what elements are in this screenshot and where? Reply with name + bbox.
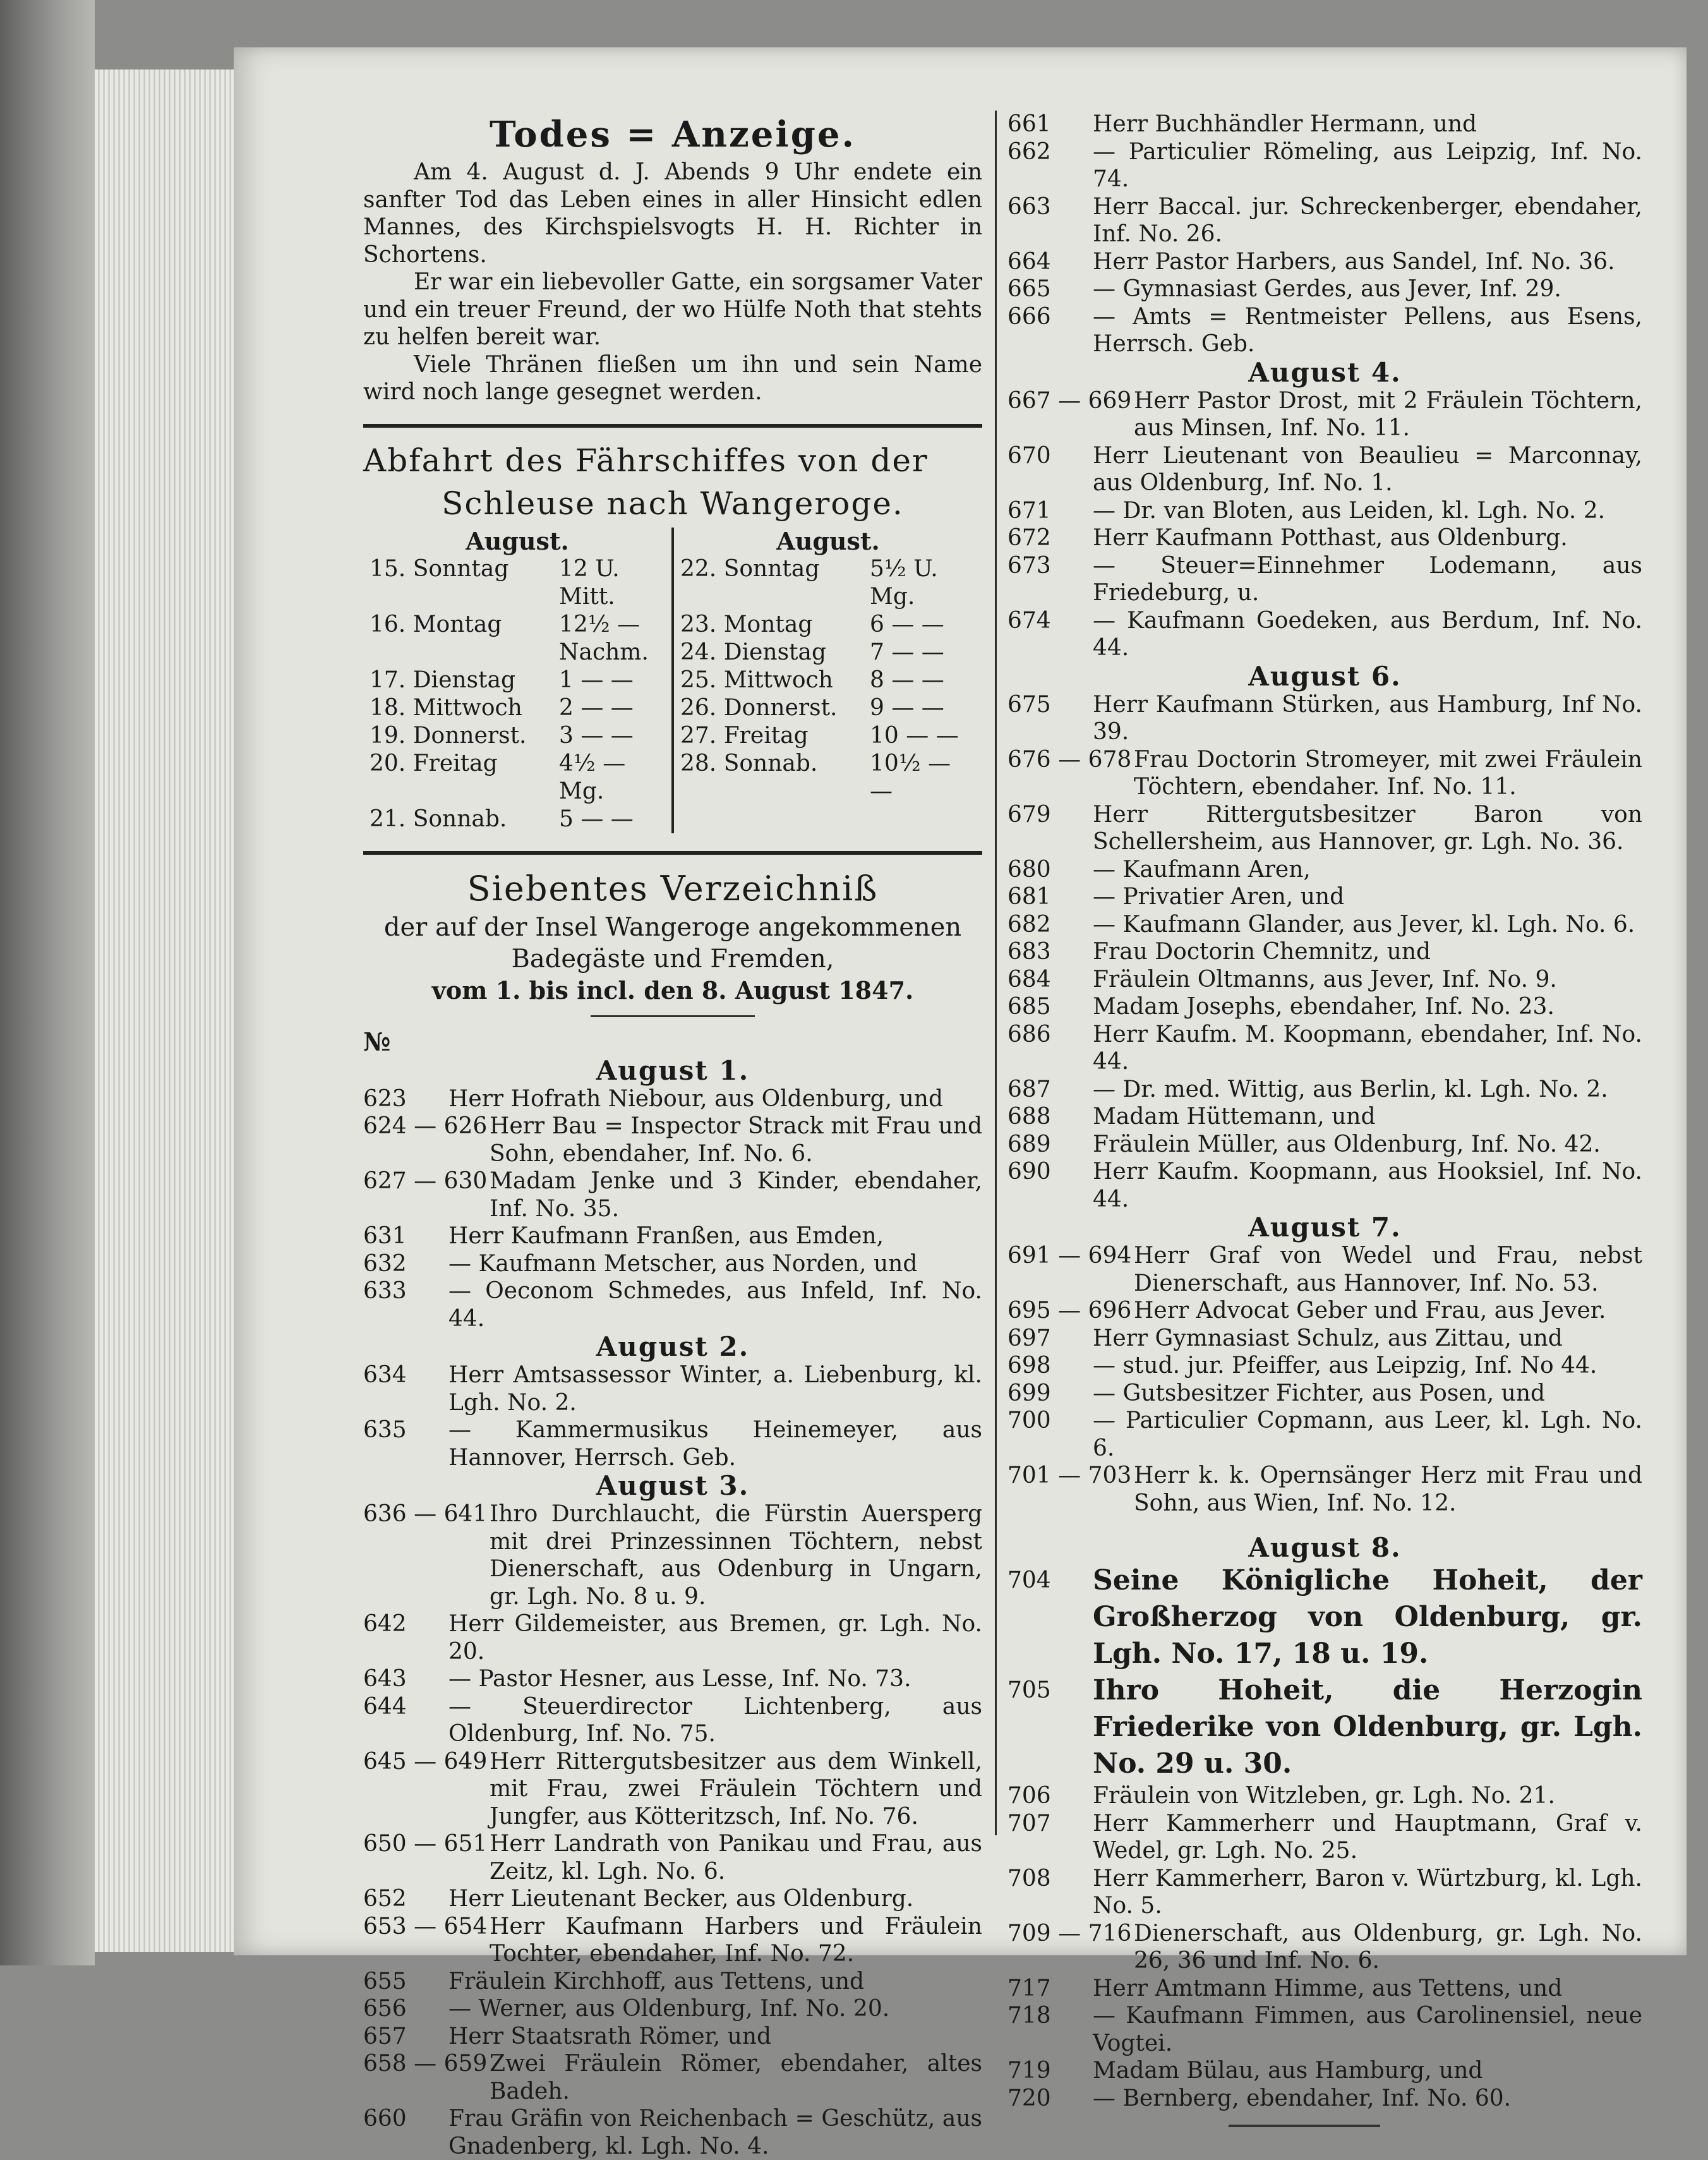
guest-entry — [1007, 442, 1642, 497]
ferry-time: 1 — — — [559, 667, 634, 693]
entry-text: Frau Doctorin Chemnitz, und — [1093, 939, 1431, 965]
entry-text: — Kaufmann Aren, — [1093, 856, 1311, 883]
ferry-row — [370, 694, 665, 722]
entry-number: 645 — 649 — [363, 1748, 488, 1775]
ferry-row — [370, 555, 665, 611]
guest-entry — [1007, 111, 1642, 138]
entry-text: Herr Pastor Drost, mit 2 Fräulein Töchtern, aus Minsen, Inf. No. 11. — [1134, 387, 1642, 441]
guest-entry — [363, 1968, 982, 1996]
ferry-day: 19. Donnerst. — [370, 722, 527, 749]
entries-aug8-royal — [1007, 1562, 1642, 1782]
entry-number: 658 — 659 — [363, 2051, 488, 2077]
entry-text: Zwei Fräulein Römer, ebendaher, altes Badeh. — [490, 2051, 982, 2104]
guest-entry — [1007, 2002, 1642, 2057]
right-column — [1007, 111, 1642, 2127]
ferry-day: 15. Sonntag — [370, 555, 509, 582]
entry-number: 697 — [1007, 1325, 1051, 1351]
entry-number: 718 — [1007, 2003, 1051, 2029]
entry-number: 680 — [1007, 856, 1051, 883]
month-heading: August 8. — [1248, 1532, 1402, 1563]
entry-number: 644 — [363, 1693, 407, 1720]
entry-text: Herr Amtsassessor Winter, a. Liebenburg, kl. Lgh. No. 2. — [448, 1362, 982, 1416]
entry-text: Dienerschaft, aus Oldenburg, gr. Lgh. No. 26, 36 und Inf. No. 6. — [1134, 1920, 1642, 1974]
guest-entry — [1007, 303, 1642, 358]
guest-entry — [1007, 1325, 1642, 1353]
entries-aug3-left — [363, 1500, 982, 2160]
entry-text: Herr Baccal. jur. Schreckenberger, ebendaher, Inf. No. 26. — [1093, 193, 1642, 247]
guest-entry — [1007, 1158, 1642, 1213]
entry-number: 695 — 696 — [1007, 1298, 1132, 1324]
guest-entry — [1007, 993, 1642, 1021]
entry-number: 688 — [1007, 1104, 1051, 1130]
guest-entry — [1007, 856, 1642, 884]
entry-text: Herr Kaufm. Koopmann, aus Hooksiel, Inf. No. 44. — [1093, 1159, 1642, 1212]
month-heading: August 4. — [1248, 356, 1402, 388]
entry-number: 652 — [363, 1886, 407, 1912]
ferry-row — [370, 611, 665, 667]
entry-text: Herr Kaufmann Franßen, aus Emden, — [448, 1223, 884, 1249]
month-heading: August 2. — [596, 1331, 750, 1362]
ferry-row — [370, 722, 665, 750]
guest-entry — [363, 2105, 982, 2160]
guest-entry — [1007, 938, 1642, 966]
ferry-time: 5½ U. Mg. — [870, 555, 938, 610]
end-rule — [1229, 2125, 1380, 2127]
entry-text: Madam Bülau, aus Hamburg, und — [1093, 2058, 1483, 2084]
entry-number: 679 — [1007, 801, 1051, 828]
entry-text: — Dr. van Bloten, aus Leiden, kl. Lgh. No. 2. — [1093, 497, 1606, 524]
entry-number: 635 — [363, 1417, 407, 1443]
entry-number: 690 — [1007, 1159, 1051, 1185]
entry-number: 671 — [1007, 497, 1051, 524]
guest-entry — [363, 1748, 982, 1831]
entry-text: — Amts = Rentmeister Pellens, aus Esens, Herrsch. Geb. — [1093, 303, 1642, 357]
entry-text: Herr Kaufmann Potthast, aus Oldenburg. — [1093, 525, 1568, 551]
entry-text: Fräulein Kirchhoff, aus Tettens, und — [448, 1968, 865, 1994]
guest-entry — [1007, 1672, 1642, 1782]
entry-number: 717 — [1007, 1975, 1051, 2001]
guest-entry — [1007, 2085, 1642, 2113]
entry-number: 653 — 654 — [363, 1913, 488, 1940]
ferry-row — [680, 639, 976, 667]
entries-aug2 — [363, 1361, 982, 1471]
entry-text: — Werner, aus Oldenburg, Inf. No. 20. — [448, 1996, 890, 2022]
guest-entry — [1007, 2057, 1642, 2085]
ferry-row — [680, 722, 976, 750]
guest-entry — [1007, 193, 1642, 248]
entry-text: — Steuerdirector Lichtenberg, aus Oldenburg, Inf. No. 75. — [448, 1693, 982, 1747]
ferry-day: 17. Dienstag — [370, 667, 516, 693]
section-rule — [363, 851, 982, 855]
guest-list-subtitle: der auf der Insel Wangeroge angekommenen — [383, 912, 962, 942]
guest-entry — [363, 2050, 982, 2105]
ferry-time: 3 — — — [559, 722, 634, 749]
entry-number: 666 — [1007, 303, 1051, 330]
entry-number: 672 — [1007, 525, 1051, 551]
page-edges — [95, 69, 234, 1952]
ferry-time: 12 U. Mitt. — [559, 555, 620, 610]
entry-number: 687 — [1007, 1076, 1051, 1102]
entry-number: 675 — [1007, 691, 1051, 718]
ferry-month-label: August. — [466, 526, 569, 555]
entry-text: Seine Königliche Hoheit, der Großherzog von Oldenburg, gr. Lgh. No. 17, 18 u. 19. — [1093, 1564, 1642, 1670]
guest-entry — [363, 1361, 982, 1416]
guest-entry — [1007, 1782, 1642, 1810]
ferry-time: 8 — — — [870, 667, 944, 693]
entry-text: Madam Hüttemann, und — [1093, 1104, 1376, 1130]
entry-number: 682 — [1007, 911, 1051, 938]
guest-entry — [1007, 524, 1642, 552]
guest-entry — [1007, 1297, 1642, 1325]
guest-entry — [1007, 911, 1642, 939]
entry-number: 634 — [363, 1362, 407, 1388]
entry-text: — Gutsbesitzer Fichter, aus Posen, und — [1093, 1380, 1546, 1406]
book-spine — [0, 0, 95, 1965]
guest-entry — [363, 1500, 982, 1610]
guest-entry — [363, 2023, 982, 2051]
guest-entry — [1007, 387, 1642, 442]
entry-number: 676 — 678 — [1007, 746, 1132, 773]
entry-text: — Dr. med. Wittig, aus Berlin, kl. Lgh. No. 2. — [1093, 1076, 1608, 1102]
entry-text: — Bernberg, ebendaher, Inf. No. 60. — [1093, 2085, 1512, 2111]
guest-list-date-range: vom 1. bis incl. den 8. August 1847. — [431, 975, 914, 1005]
entry-text: Herr Kaufm. M. Koopmann, ebendaher, Inf. No. 44. — [1093, 1021, 1642, 1075]
entry-text: — Gymnasiast Gerdes, aus Jever, Inf. 29. — [1093, 276, 1561, 302]
entry-number: 689 — [1007, 1131, 1051, 1157]
entry-text: — Privatier Aren, und — [1093, 884, 1345, 910]
entry-number: 664 — [1007, 248, 1051, 275]
ferry-day: 20. Freitag — [370, 750, 498, 776]
entries-aug4 — [1007, 387, 1642, 662]
entry-text: Ihro Hoheit, die Herzogin Friederike von Oldenburg, gr. Lgh. No. 29 u. 30. — [1093, 1674, 1642, 1780]
ferry-row — [680, 667, 976, 694]
guest-entry — [1007, 1380, 1642, 1408]
entry-text: Herr Rittergutsbesitzer aus dem Winkell, mit Frau, zwei Fräulein Töchtern und Jungfer, aus Kötteritzsch, Inf. No. 76. — [490, 1748, 982, 1830]
section-rule — [363, 424, 982, 428]
ferry-time: 10½ — — — [870, 750, 951, 804]
ferry-day: 26. Donnerst. — [680, 694, 838, 721]
guest-entry — [1007, 248, 1642, 276]
entry-text: Herr Amtmann Himme, aus Tettens, und — [1093, 1975, 1563, 2001]
entry-number: 705 — [1007, 1677, 1051, 1703]
guest-entry — [363, 1416, 982, 1471]
ferry-time: 9 — — — [870, 694, 944, 721]
entry-number: 720 — [1007, 2085, 1051, 2111]
entry-text: Herr Lieutenant von Beaulieu = Marconnay, aus Oldenburg, Inf. No. 1. — [1093, 442, 1642, 496]
guest-entry — [1007, 1131, 1642, 1159]
ferry-timetable-right — [674, 528, 982, 833]
entry-number: 709 — 716 — [1007, 1920, 1132, 1946]
entry-text: Herr Staatsrath Römer, und — [448, 2023, 772, 2049]
entry-text: Herr Lieutenant Becker, aus Oldenburg. — [448, 1886, 914, 1912]
entry-number: 632 — [363, 1250, 407, 1277]
entry-number: 660 — [363, 2106, 407, 2132]
ferry-row — [680, 555, 976, 611]
ferry-time: 7 — — — [870, 639, 944, 665]
guest-entry — [1007, 1076, 1642, 1104]
left-column — [363, 111, 982, 2160]
guest-entry — [1007, 1562, 1642, 1672]
entry-text: Herr Gymnasiast Schulz, aus Zittau, und — [1093, 1325, 1563, 1351]
entry-number: 704 — [1007, 1567, 1051, 1593]
entry-number: 683 — [1007, 939, 1051, 965]
entry-text: — Kaufmann Glander, aus Jever, kl. Lgh. No. 6. — [1093, 911, 1635, 938]
entry-text: — Pastor Hesner, aus Lesse, Inf. No. 73. — [448, 1666, 911, 1692]
ferry-day: 24. Dienstag — [680, 639, 827, 665]
guest-entry — [1007, 1242, 1642, 1297]
guest-entry — [363, 1995, 982, 2023]
ferry-row — [680, 750, 976, 805]
entry-text: Fräulein Müller, aus Oldenburg, Inf. No. 42. — [1093, 1131, 1601, 1157]
entry-number: 661 — [1007, 111, 1051, 137]
entry-number: 719 — [1007, 2058, 1051, 2084]
guest-entry — [1007, 497, 1642, 525]
ferry-day: 23. Montag — [680, 611, 813, 637]
ferry-day: 25. Mittwoch — [680, 667, 833, 693]
ferry-time: 2 — — — [559, 694, 634, 721]
entry-text: — Particulier Römeling, aus Leipzig, Inf. No. 74. — [1093, 138, 1642, 192]
ferry-time: 5 — — — [559, 805, 634, 832]
entry-number: 707 — [1007, 1810, 1051, 1837]
guest-entry — [363, 1913, 982, 1968]
entry-text: Herr Bau = Inspector Strack mit Frau und Sohn, ebendaher, Inf. No. 6. — [490, 1113, 982, 1167]
entry-number: 701 — 703 — [1007, 1463, 1132, 1488]
guest-entry — [363, 1610, 982, 1665]
guest-entry — [1007, 1865, 1642, 1920]
entries-aug3-right — [1007, 111, 1642, 358]
entry-text: Ihro Durchlaucht, die Fürstin Auersperg mit drei Prinzessinnen Töchtern, nebst Dienerschaft, aus Odenburg in Ungarn, gr. Lgh. No. 8 u. 9. — [490, 1501, 982, 1610]
ferry-row — [680, 694, 976, 722]
ferry-row — [370, 750, 665, 805]
entry-number: 623 — [363, 1085, 407, 1112]
entry-number: 698 — [1007, 1353, 1051, 1379]
guest-entry — [363, 1830, 982, 1885]
entry-number: 670 — [1007, 442, 1051, 469]
ferry-day: 22. Sonntag — [680, 555, 820, 582]
entry-text: Frau Doctorin Stromeyer, mit zwei Fräulein Töchtern, ebendaher. Inf. No. 11. — [1134, 746, 1642, 800]
ferry-time: 12½ — Nachm. — [559, 611, 649, 665]
newspaper-page — [234, 47, 1687, 2159]
guest-entry — [1007, 1810, 1642, 1865]
entry-text: — Kaufmann Fimmen, aus Carolinensiel, neue Vogtei. — [1093, 2003, 1642, 2056]
entry-number: 636 — 641 — [363, 1501, 488, 1527]
guest-entry — [1007, 746, 1642, 801]
entry-number: 656 — [363, 1996, 407, 2022]
entry-text: — Oeconom Schmedes, aus Infeld, Inf. No. 44. — [448, 1278, 982, 1332]
entry-text: Herr Graf von Wedel und Frau, nebst Dienerschaft, aus Hannover, Inf. No. 53. — [1134, 1243, 1642, 1296]
entries-aug1 — [363, 1085, 982, 1333]
entry-text: Frau Gräfin von Reichenbach = Geschütz, aus Gnadenberg, kl. Lgh. No. 4. — [448, 2106, 982, 2159]
guest-entry — [363, 1277, 982, 1332]
ferry-month-label: August. — [776, 526, 880, 555]
entries-aug8 — [1007, 1782, 1642, 2112]
entry-text: Herr Kammerherr und Hauptmann, Graf v. Wedel, gr. Lgh. No. 25. — [1093, 1810, 1642, 1864]
entry-text: Herr Kammerherr, Baron v. Würtzburg, kl. Lgh. No. 5. — [1093, 1865, 1642, 1919]
guest-entry — [1007, 1407, 1642, 1462]
entry-number: 665 — [1007, 276, 1051, 302]
ferry-day: 16. Montag — [370, 611, 502, 637]
entry-number: 685 — [1007, 994, 1051, 1020]
ferry-day: 28. Sonnab. — [680, 750, 818, 776]
entry-number: 681 — [1007, 884, 1051, 910]
entry-text: — stud. jur. Pfeiffer, aus Leipzig, Inf. No 44. — [1093, 1353, 1597, 1379]
ferry-day: 18. Mittwoch — [370, 694, 522, 721]
death-notice-paragraph: Viele Thränen fließen um ihn und sein Name wird noch lange gesegnet werden. — [363, 351, 982, 405]
guest-entry — [1007, 1021, 1642, 1076]
guest-entry — [363, 1085, 982, 1113]
entry-text: Madam Josephs, ebendaher, Inf. No. 23. — [1093, 994, 1555, 1020]
guest-entry — [363, 1113, 982, 1167]
guest-entry — [363, 1693, 982, 1748]
ferry-row — [370, 805, 665, 833]
entry-number: 699 — [1007, 1380, 1051, 1406]
entry-text: Herr k. k. Opernsänger Herz mit Frau und Sohn, aus Wien, Inf. No. 12. — [1134, 1463, 1642, 1516]
guest-entry — [1007, 1920, 1642, 1975]
ferry-title-line: Schleuse nach Wangeroge. — [442, 485, 904, 522]
death-notice-title: Todes = Anzeige. — [490, 114, 856, 155]
entry-number: 667 — 669 — [1007, 387, 1132, 414]
month-heading: August 3. — [596, 1470, 750, 1501]
entry-number: 708 — [1007, 1865, 1051, 1892]
guest-entry — [363, 1250, 982, 1278]
entry-number: 691 — 694 — [1007, 1243, 1132, 1269]
entry-text: — Kammermusikus Heinemeyer, aus Hannover, Herrsch. Geb. — [448, 1417, 982, 1471]
entry-text: — Particulier Copmann, aus Leer, kl. Lgh. No. 6. — [1093, 1408, 1642, 1461]
entry-text: Herr Advocat Geber und Frau, aus Jever. — [1134, 1298, 1606, 1324]
ferry-time: 6 — — — [870, 611, 944, 637]
month-heading: August 1. — [596, 1054, 750, 1086]
guest-entry — [363, 1167, 982, 1222]
guest-entry — [1007, 607, 1642, 662]
guest-entry — [1007, 1975, 1642, 2003]
entry-text: Herr Rittergutsbesitzer Baron von Schellersheim, aus Hannover, gr. Lgh. No. 36. — [1093, 801, 1642, 855]
entry-number: 673 — [1007, 552, 1051, 579]
guest-entry — [1007, 801, 1642, 856]
number-sign: № — [363, 1027, 391, 1057]
entry-number: 631 — [363, 1223, 407, 1249]
entry-number: 643 — [363, 1666, 407, 1692]
entry-text: Herr Kaufmann Harbers und Fräulein Tochter, ebendaher, Inf. No. 72. — [490, 1913, 982, 1967]
entry-text: Fräulein Oltmanns, aus Jever, Inf. No. 9. — [1093, 966, 1557, 993]
entry-text: Fräulein von Witzleben, gr. Lgh. No. 21. — [1093, 1783, 1555, 1809]
entry-text: — Kaufmann Goedeken, aus Berdum, Inf. No. 44. — [1093, 607, 1642, 661]
ferry-row — [680, 611, 976, 639]
guest-entry — [1007, 1103, 1642, 1131]
entry-number: 706 — [1007, 1783, 1051, 1809]
entry-number: 657 — [363, 2023, 407, 2049]
entries-aug7 — [1007, 1242, 1642, 1517]
guest-entry — [1007, 1462, 1642, 1517]
guest-list-title: Siebentes Verzeichniß — [467, 868, 879, 908]
entry-text: Herr Gildemeister, aus Bremen, gr. Lgh. No. 20. — [448, 1611, 982, 1665]
column-divider — [995, 111, 997, 1835]
guest-entry — [1007, 883, 1642, 911]
death-notice-paragraph: Er war ein liebevoller Gatte, ein sorgsamer Vater und ein treuer Freund, der wo Hülfe Noth that stehts zu helfen bereit war. — [363, 269, 982, 350]
month-heading: August 7. — [1248, 1212, 1402, 1243]
entry-number: 655 — [363, 1968, 407, 1994]
entry-number: 674 — [1007, 607, 1051, 634]
entry-number: 627 — 630 — [363, 1168, 488, 1194]
entry-number: 650 — 651 — [363, 1831, 488, 1857]
ferry-time: 10 — — — [870, 722, 959, 749]
entry-number: 663 — [1007, 193, 1051, 220]
entry-number: 700 — [1007, 1408, 1051, 1433]
ferry-day: 27. Freitag — [680, 722, 809, 749]
entry-number: 633 — [363, 1278, 407, 1304]
entry-text: Herr Kaufmann Stürken, aus Hamburg, Inf No. 39. — [1093, 691, 1642, 745]
guest-entry — [363, 1665, 982, 1693]
guest-entry — [1007, 1352, 1642, 1380]
month-heading: August 6. — [1248, 660, 1402, 692]
ferry-timetable-left — [363, 528, 674, 833]
entry-number: 642 — [363, 1611, 407, 1637]
short-rule — [591, 1015, 755, 1017]
entry-text: Madam Jenke und 3 Kinder, ebendaher, Inf. No. 35. — [490, 1168, 982, 1222]
entry-number: 662 — [1007, 138, 1051, 165]
guest-list-subtitle: Badegäste und Fremden, — [511, 944, 834, 974]
ferry-row — [370, 667, 665, 694]
guest-entry — [1007, 966, 1642, 994]
ferry-title-line: Abfahrt des Fährschiffes von der — [363, 442, 929, 479]
ferry-day: 21. Sonnab. — [370, 805, 507, 832]
ferry-time: 4½ — Mg. — [559, 750, 626, 804]
guest-entry — [1007, 275, 1642, 303]
entry-text: Herr Buchhändler Hermann, und — [1093, 111, 1477, 137]
entry-number: 624 — 626 — [363, 1113, 488, 1139]
entries-aug6 — [1007, 691, 1642, 1214]
entry-number: 684 — [1007, 966, 1051, 993]
entry-number: 686 — [1007, 1021, 1051, 1047]
death-notice-paragraph: Am 4. August d. J. Abends 9 Uhr endete ein sanfter Tod das Leben eines in aller Hinsicht edlen Mannes, des Kirchspielsvogts H. H. Richter in Schortens. — [363, 159, 982, 268]
guest-entry — [1007, 691, 1642, 746]
entry-text: Herr Landrath von Panikau und Frau, aus Zeitz, kl. Lgh. No. 6. — [490, 1831, 982, 1885]
entry-text: Herr Pastor Harbers, aus Sandel, Inf. No. 36. — [1093, 248, 1615, 275]
guest-entry — [363, 1222, 982, 1250]
entry-text: — Steuer=Einnehmer Lodemann, aus Friedeburg, u. — [1093, 552, 1642, 606]
guest-entry — [363, 1885, 982, 1913]
guest-entry — [1007, 138, 1642, 193]
guest-entry — [1007, 552, 1642, 607]
entry-text: — Kaufmann Metscher, aus Norden, und — [448, 1250, 918, 1277]
ferry-timetable — [363, 528, 982, 833]
entry-text: Herr Hofrath Niebour, aus Oldenburg, und — [448, 1085, 943, 1112]
